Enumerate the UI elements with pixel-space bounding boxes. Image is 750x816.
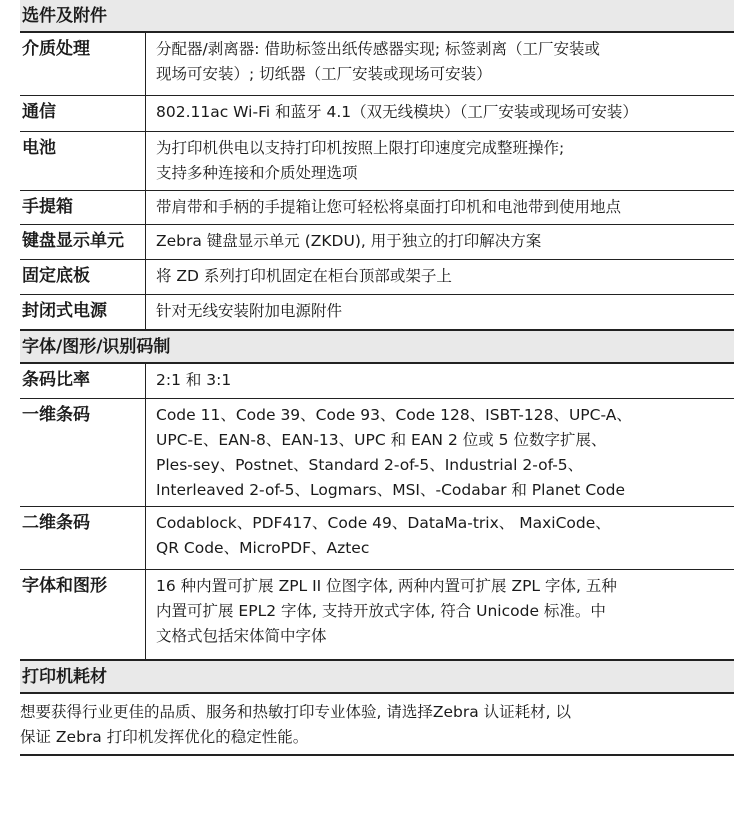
section-header-options: 选件及附件 — [20, 0, 734, 33]
spec-label: 介质处理 — [20, 33, 146, 95]
spec-row-power-supply — [20, 295, 734, 331]
spec-row-carry-case — [20, 191, 734, 225]
spec-label: 手提箱 — [20, 191, 146, 224]
spec-label: 字体和图形 — [20, 570, 146, 659]
spec-label: 一维条码 — [20, 399, 146, 506]
spec-value: Codablock、PDF417、Code 49、DataMa-trix、 MaxiCode、 QR Code、MicroPDF、Aztec — [156, 514, 611, 557]
spec-label: 固定底板 — [20, 260, 146, 294]
spec-row-barcode-ratio — [20, 364, 734, 399]
spec-label: 条码比率 — [20, 364, 146, 398]
spec-row-keyboard-display — [20, 225, 734, 260]
section-header-fonts-barcodes: 字体/图形/识别码制 — [20, 331, 734, 364]
spec-row-battery — [20, 132, 734, 191]
spec-value: Code 11、Code 39、Code 93、Code 128、ISBT-128、UPC-A、 UPC-E、EAN-8、EAN-13、UPC 和 EAN 2 位或 5 位数字扩展、 Ples-sey、Postnet、Standard 2-of-5、Industrial 2-of-5、 Interleaved 2-of-5、Logmars、MSI、-Codabar 和 Planet Code — [156, 406, 632, 499]
spec-row-2d-barcodes — [20, 507, 734, 570]
spec-row-communication — [20, 96, 734, 132]
spec-row-media-handling — [20, 33, 734, 96]
spec-row-linear-barcodes — [20, 399, 734, 507]
spec-value: 带肩带和手柄的手提箱让您可轻松将桌面打印机和电池带到使用地点 — [156, 198, 622, 216]
spec-value: 针对无线安装附加电源附件 — [156, 302, 343, 320]
spec-value: 为打印机供电以支持打印机按照上限打印速度完成整班操作; 支持多种连接和介质处理选项 — [156, 139, 565, 182]
spec-value: Zebra 键盘显示单元 (ZKDU), 用于独立的打印解决方案 — [156, 232, 542, 250]
supplies-description: 想要获得行业更佳的品质、服务和热敏打印专业体验, 请选择Zebra 认证耗材, 以 保证 Zebra 打印机发挥优化的稳定性能。 — [20, 694, 734, 756]
spec-value: 2:1 和 3:1 — [156, 371, 232, 389]
spec-value: 16 种内置可扩展 ZPL II 位图字体, 两种内置可扩展 ZPL 字体, 五种 内置可扩展 EPL2 字体, 支持开放式字体, 符合 Unicode 标准。中 文格式包括宋体简中字体 — [156, 577, 617, 645]
spec-label: 通信 — [20, 96, 146, 131]
spec-row-fonts-graphics — [20, 570, 734, 661]
spec-value: 分配器/剥离器: 借助标签出纸传感器实现; 标签剥离（工厂安装或 现场可安装）; 切纸器（工厂安装或现场可安装） — [156, 40, 601, 83]
section-header-supplies: 打印机耗材 — [20, 661, 734, 694]
spec-label: 键盘显示单元 — [20, 225, 146, 259]
spec-label: 电池 — [20, 132, 146, 190]
spec-value: 802.11ac Wi-Fi 和蓝牙 4.1（双无线模块）（工厂安装或现场可安装） — [156, 103, 638, 121]
spec-label: 二维条码 — [20, 507, 146, 569]
spec-sheet — [20, 0, 734, 756]
spec-value: 将 ZD 系列打印机固定在柜台顶部或架子上 — [156, 267, 452, 285]
spec-label: 封闭式电源 — [20, 295, 146, 329]
spec-row-base-plate — [20, 260, 734, 295]
